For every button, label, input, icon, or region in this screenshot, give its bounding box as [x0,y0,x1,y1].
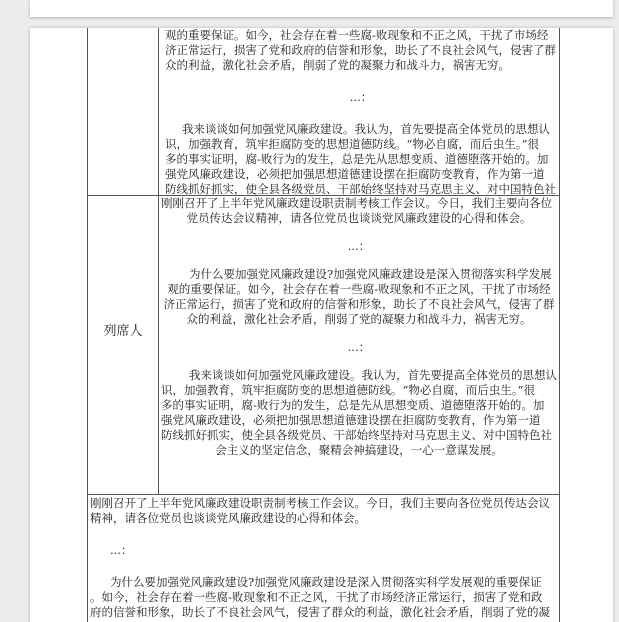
ellipsis-marker: ...： [347,340,371,354]
paragraph-line: 众的利益，激化社会矛盾，削弱了党的凝聚力和战斗力，祸害无穷。 [165,58,510,72]
ellipsis-marker: ...： [110,543,133,557]
paragraph-line: 我来谈谈如何加强党风廉政建设。我认为，首先要提高全体党员的思想认 [182,122,550,136]
ellipsis-marker: ...： [347,239,371,253]
paragraph-line: 强党风廉政建设，必须把加强思想道德建设摆在拒腐防变教育，作为第一道 [161,413,541,427]
table-cell-content [158,196,559,494]
table-cell-content [158,28,559,195]
paragraph-line: 济正常运行，损害了党和政府的信誉和形象，助长了不良社会风气，侵害了群 [165,43,556,57]
paragraph-line: 会主义的坚定信念，聚精会神搞建设，一心一意谋发展。 [215,443,503,457]
paragraph-line: 济正常运行，损害了党和政府的信誉和形象，助长了不良社会风气，侵害了群 [163,297,555,311]
paragraph-line: 我来谈谈如何加强党风廉政建设。我认为，首先要提高全体党员的思想认 [189,368,557,382]
paragraph-line: 防线抓好抓实，使全县各级党员、干部始终坚持对马克思主义、对中国特色社 [165,182,556,195]
table-row [87,196,560,495]
table-row [87,495,560,622]
paragraph-line: 为什么要加强党风廉政建设?加强党风廉政建设是深入贯彻落实科学发展观的重要保证 [110,575,542,589]
paragraph-line: 观的重要保证。如今，社会存在着一些腐-败现象和不正之风，干扰了市场经 [165,28,549,42]
table-cell-label [88,28,158,195]
paragraph-line: 多的事实证明，腐-败行为的发生，总是先从思想变质、道德堕落开始的。加 [161,398,545,412]
paragraph-line: 为什么要加强党风廉政建设?加强党风廉政建设是深入贯彻落实科学发展 [189,267,552,281]
paragraph-line: 防线抓好抓实，使全县各级党员、干部始终坚持对马克思主义、对中国特色社 [161,428,552,442]
paragraph-line: 识，加强教育，筑牢拒腐防变的思想道德防线。“物必自腐，而后虫生。”很 [161,383,536,397]
paragraph-line: 。如今，社会存在着一些腐-败现象和不正之风，干扰了市场经济正常运行，损害了党和政 [90,590,543,604]
ellipsis-marker: ...： [349,90,373,104]
paragraph-line: 府的信誉和形象，助长了不良社会风气，侵害了群众的利益，激化社会矛盾，削弱了党的凝 [90,605,550,619]
table-row [87,28,560,196]
paragraph-line: 刚刚召开了上半年党风廉政建设职责制考核工作会议。今日，我们主要向各位 [161,196,552,210]
paragraph-line: 精神，请各位党员也谈谈党风廉政建设的心得和体会。 [90,511,366,525]
paragraph-line: 观的重要保证。如今，社会存在着一些腐-败现象和不正之风，干扰了市场经 [167,282,551,296]
document-page [30,28,613,622]
paragraph-line: 众的利益，激化社会矛盾，削弱了党的凝聚力和战斗力，祸害无穷。 [186,312,532,326]
paragraph-line: 党员传达会议精神，请各位党员也谈谈党风廉政建设的心得和体会。 [186,211,532,225]
table-cell-label [88,196,158,494]
paragraph-line: 多的事实证明，腐-败行为的发生，总是先从思想变质、道德堕落开始的。加 [165,152,549,166]
previous-page-edge [30,0,613,17]
attendance-table [87,28,560,622]
row-label-attendees: 列席人 [103,324,143,339]
paragraph-line: 识，加强教育，筑牢拒腐防变的思想道德防线。“物必自腐，而后虫生。”很 [165,137,540,151]
paragraph-line: 强党风廉政建设，必须把加强思想道德建设摆在拒腐防变教育，作为第一道 [165,167,545,181]
paragraph-line: 刚刚召开了上半年党风廉政建设职责制考核工作会议。今日，我们主要向各位党员传达会议 [90,496,550,510]
